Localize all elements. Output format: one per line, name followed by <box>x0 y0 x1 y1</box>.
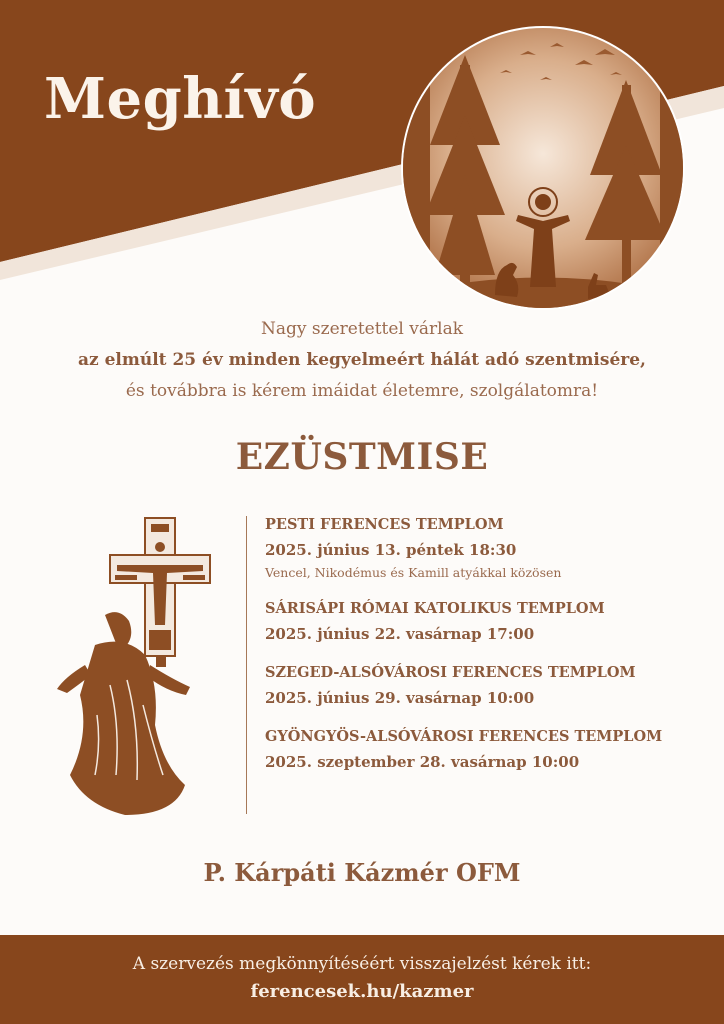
event-date: 2025. június 22. vasárnap 17:00 <box>265 625 535 643</box>
event-item <box>265 597 705 647</box>
event-date: 2025. június 29. vasárnap 10:00 <box>265 689 535 707</box>
saint-francis-medallion <box>400 25 686 311</box>
event-venue: GYÖNGYÖS-ALSÓVÁROSI FERENCES TEMPLOM <box>265 728 663 745</box>
events-divider <box>246 516 247 814</box>
intro-line-1: Nagy szeretettel várlak <box>260 319 464 339</box>
event-note: Vencel, Nikodémus és Kamill atyákkal közösen <box>265 565 562 580</box>
footer-banner <box>0 935 724 1024</box>
event-venue: PESTI FERENCES TEMPLOM <box>265 516 504 533</box>
event-venue: SZEGED-ALSÓVÁROSI FERENCES TEMPLOM <box>265 664 636 681</box>
event-date: 2025. június 13. péntek 18:30 <box>265 541 517 559</box>
event-venue: SÁRISÁPI RÓMAI KATOLIKUS TEMPLOM <box>265 600 605 617</box>
page-title: Meghívó <box>44 66 317 132</box>
event-item <box>265 513 705 583</box>
intro-text <box>0 314 724 407</box>
event-date: 2025. szeptember 28. vasárnap 10:00 <box>265 753 580 771</box>
intro-line-3: és továbbra is kérem imáidat életemre, szolgálatomra! <box>125 381 599 401</box>
intro-line-2: az elmúlt 25 év minden kegyelmeért hálát adó szentmisére, <box>78 350 646 370</box>
event-item <box>265 725 705 775</box>
footer-text: A szervezés megkönnyítéséért visszajelzést kérek itt: <box>132 954 592 974</box>
events-list <box>265 513 705 789</box>
event-item <box>265 661 705 711</box>
saint-francis-crucifix-illustration <box>55 515 220 820</box>
footer-link[interactable]: ferencesek.hu/kazmer <box>250 981 474 1002</box>
signature: P. Kárpáti Kázmér OFM <box>203 858 521 887</box>
section-heading: EZÜSTMISE <box>235 436 489 478</box>
